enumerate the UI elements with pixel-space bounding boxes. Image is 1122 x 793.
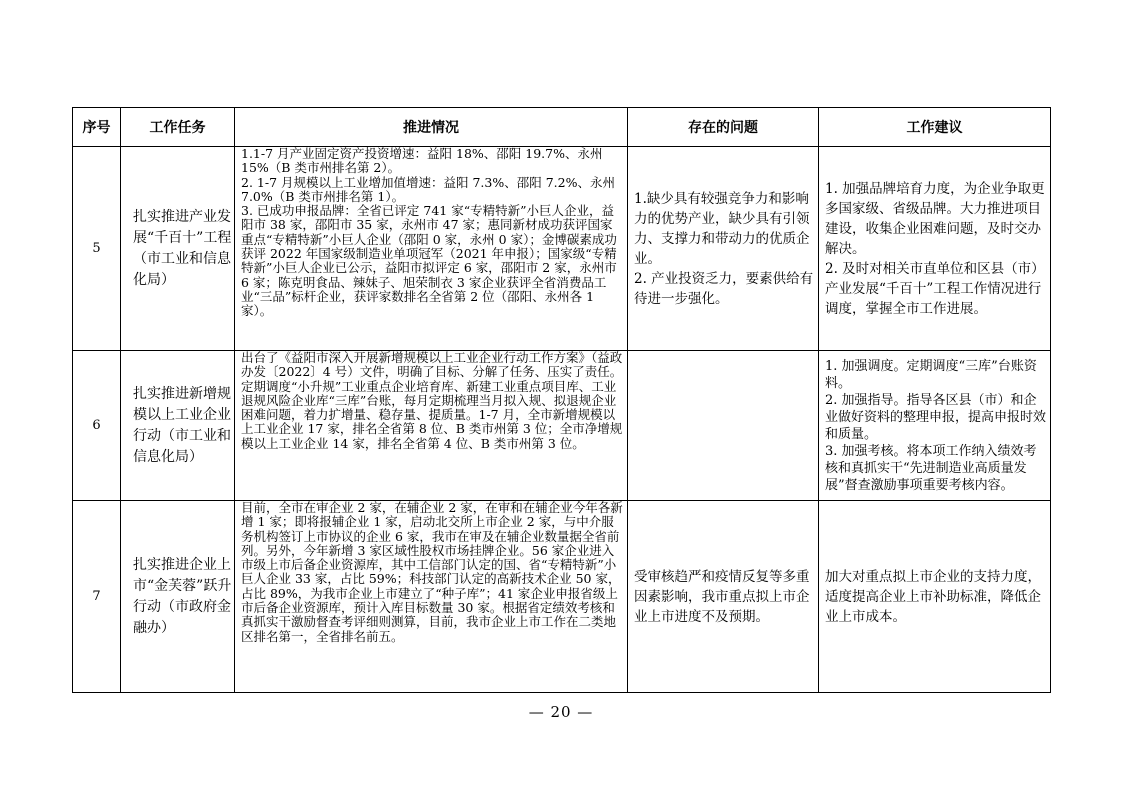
table-row [73, 501, 1051, 693]
row-number: 6 [73, 351, 121, 501]
row-progress [235, 501, 628, 693]
suggestion-item: 1. 加强品牌培育力度，为企业争取更多国家级、省级品牌。大力推进项目建设，收集企业困难问题，及时交办解决。 [825, 180, 1045, 257]
page-number: — 20 — [528, 703, 594, 721]
row-number: 7 [73, 501, 121, 693]
header-progress: 推进情况 [235, 108, 628, 147]
issue-item: 受审核趋严和疫情反复等多重因素影响，我市重点拟上市企业上市进度不及预期。 [634, 568, 810, 625]
header-task: 工作任务 [121, 108, 235, 147]
row-progress [235, 147, 628, 351]
table-header-row [73, 108, 1051, 147]
issue-item: 1.缺少具有较强竞争力和影响力的优势产业，缺少具有引领力、支撑力和带动力的优质企业。 [634, 190, 810, 267]
table-row [73, 147, 1051, 351]
row-task: 扎实推进新增规模以上工业企业行动（市工业和信息化局） [121, 351, 235, 501]
work-progress-table [72, 107, 1051, 693]
progress-item: 1.1-7 月产业固定资产投资增速：益阳 18%、邵阳 19.7%、永州 15%（B 类市州排名第 2）。 [241, 146, 603, 176]
issue-item: 2. 产业投资乏力，要素供给有待进一步强化。 [634, 270, 814, 307]
row-suggestions [819, 147, 1051, 351]
row-suggestions [819, 501, 1051, 693]
suggestion-item: 2. 加强指导。指导各区县（市）和企业做好资料的整理申报，提高申报时效和质量。 [825, 392, 1047, 442]
suggestion-item: 1. 加强调度。定期调度“三库”台账资料。 [825, 358, 1037, 391]
header-suggestions: 工作建议 [819, 108, 1051, 147]
suggestion-item: 加大对重点拟上市企业的支持力度，适度提高企业上市补助标准，降低企业上市成本。 [825, 568, 1041, 625]
progress-item: 2. 1-7 月规模以上工业增加值增速：益阳 7.3%、邵阳 7.2%、永州 7.0%（B 类市州排名第 1）。 [241, 174, 615, 204]
table-row [73, 351, 1051, 501]
progress-item: 目前，全市在审企业 2 家，在辅企业 2 家，在审和在辅企业今年各新增 1 家；即将报辅企业 1 家，启动北交所上市企业 2 家，与中介服务机构签订上市协议的企业 6 家，我市在审及在辅企业数量据全省前列。另外，今年新增 3 家区域性股权市场挂牌企业。56 家企业进入市级上市后备企业资源库，其中工信部门认定的国、省“专精特新”小巨人企业 33 家，占比 59%；科技部门认定的高新技术企业 50 家，占比 89%，为我市企业上市建立了“种子库”；41 家企业申报省级上市后备企业资源库，预计入库目标数量 30 家。根据省定绩效考核和真抓实干激励督查考评细则测算，目前，我市企业上市工作在二类地区排名第一，全省排名前五。 [241, 500, 623, 644]
suggestion-item: 3. 加强考核。将本项工作纳入绩效考核和真抓实干“先进制造业高质量发展”督查激励事项重要考核内容。 [825, 443, 1037, 493]
row-issues-empty [628, 351, 819, 501]
row-issues [628, 501, 819, 693]
row-suggestions [819, 351, 1051, 501]
header-number: 序号 [73, 108, 121, 147]
header-issues: 存在的问题 [628, 108, 819, 147]
progress-item: 出台了《益阳市深入开展新增规模以上工业企业行动工作方案》（益政办发〔2022〕4 号）文件，明确了目标、分解了任务、压实了责任。定期调度“小升规”工业重点企业培育库、新建工业重点项目库、工业退规风险企业库“三库”台账，每月定期梳理当月拟入规、拟退规企业困难问题，着力扩增量、稳存量、提质量。1-7 月，全市新增规模以上工业企业 17 家，排名全省第 8 位、B 类市州第 3 位；全市净增规模以上工业企业 14 家，排名全省第 4 位、B 类市州第 3 位。 [241, 350, 623, 451]
suggestion-item: 2. 及时对相关市直单位和区县（市）产业发展“千百十”工程工作情况进行调度，掌握全市工作进展。 [825, 260, 1045, 317]
row-progress [235, 351, 628, 501]
row-task: 扎实推进企业上市“金芙蓉”跃升行动（市政府金融办） [121, 501, 235, 693]
row-task: 扎实推进产业发展“千百十”工程（市工业和信息化局） [121, 147, 235, 351]
row-issues [628, 147, 819, 351]
row-number: 5 [73, 147, 121, 351]
progress-item: 3. 已成功申报品牌：全省已评定 741 家“专精特新”小巨人企业，益阳市 38 家，邵阳市 35 家，永州市 47 家；惠同新材成功获评国家重点“专精特新”小巨人企业（邵阳 0 家，永州 0 家）；金博碳素成功获评 2022 年国家级制造业单项冠军（2021 年申报）；国家级“专精特新”小巨人企业已公示，益阳市拟评定 6 家，邵阳市 2 家，永州市 6 家；陈克明食品、辣妹子、旭荣制衣 3 家企业获评全省消费品工业“三品”标杆企业，获评家数排名全省第 2 位（邵阳、永州各 1 家）。 [241, 203, 617, 319]
